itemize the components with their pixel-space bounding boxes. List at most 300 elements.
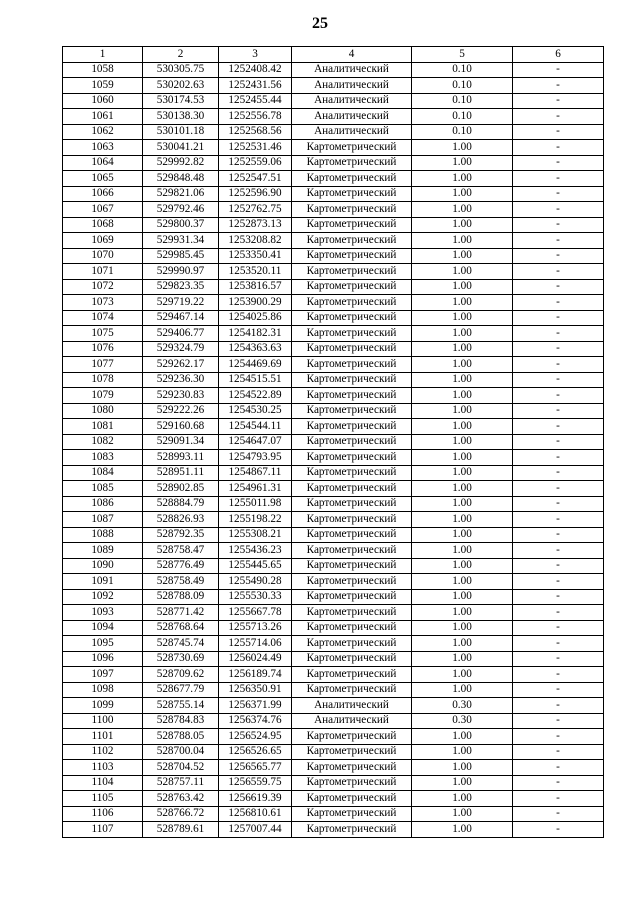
x-coordinate-cell: 529406.77 [143,326,219,342]
table-row [63,791,604,807]
y-coordinate-cell: 1256565.77 [219,760,292,776]
note-cell: - [513,620,604,636]
table-row [63,543,604,559]
y-coordinate-cell: 1255530.33 [219,589,292,605]
table-row [63,62,604,78]
x-coordinate-cell: 528700.04 [143,744,219,760]
x-coordinate-cell: 529823.35 [143,279,219,295]
table-row [63,605,604,621]
note-cell: - [513,372,604,388]
y-coordinate-cell: 1256350.91 [219,682,292,698]
y-coordinate-cell: 1256619.39 [219,791,292,807]
table-row [63,667,604,683]
method-cell: Картометрический [292,264,412,280]
point-number-cell: 1076 [63,341,143,357]
y-coordinate-cell: 1252762.75 [219,202,292,218]
accuracy-cell: 0.30 [412,713,513,729]
note-cell: - [513,558,604,574]
point-number-cell: 1083 [63,450,143,466]
table-row [63,636,604,652]
method-cell: Картометрический [292,651,412,667]
note-cell: - [513,527,604,543]
point-number-cell: 1069 [63,233,143,249]
note-cell: - [513,481,604,497]
method-cell: Картометрический [292,822,412,838]
method-cell: Картометрический [292,357,412,373]
column-header: 4 [292,47,412,63]
note-cell: - [513,465,604,481]
method-cell: Картометрический [292,729,412,745]
note-cell: - [513,171,604,187]
note-cell: - [513,574,604,590]
y-coordinate-cell: 1252568.56 [219,124,292,140]
point-number-cell: 1067 [63,202,143,218]
x-coordinate-cell: 528784.83 [143,713,219,729]
table-row [63,279,604,295]
x-coordinate-cell: 528758.49 [143,574,219,590]
table-row [63,341,604,357]
method-cell: Аналитический [292,698,412,714]
table-row [63,822,604,838]
method-cell: Картометрический [292,589,412,605]
x-coordinate-cell: 530041.21 [143,140,219,156]
y-coordinate-cell: 1255308.21 [219,527,292,543]
table-row [63,93,604,109]
point-number-cell: 1093 [63,605,143,621]
y-coordinate-cell: 1257007.44 [219,822,292,838]
point-number-cell: 1107 [63,822,143,838]
y-coordinate-cell: 1254867.11 [219,465,292,481]
point-number-cell: 1060 [63,93,143,109]
y-coordinate-cell: 1254515.51 [219,372,292,388]
note-cell: - [513,667,604,683]
y-coordinate-cell: 1252556.78 [219,109,292,125]
note-cell: - [513,605,604,621]
point-number-cell: 1091 [63,574,143,590]
table-row [63,434,604,450]
accuracy-cell: 1.00 [412,682,513,698]
x-coordinate-cell: 528884.79 [143,496,219,512]
table-row [63,512,604,528]
x-coordinate-cell: 530174.53 [143,93,219,109]
point-number-cell: 1068 [63,217,143,233]
point-number-cell: 1071 [63,264,143,280]
table-row [63,527,604,543]
point-number-cell: 1084 [63,465,143,481]
page-number: 25 [312,15,328,32]
y-coordinate-cell: 1254544.11 [219,419,292,435]
method-cell: Картометрический [292,512,412,528]
note-cell: - [513,775,604,791]
table-row [63,558,604,574]
y-coordinate-cell: 1255714.06 [219,636,292,652]
note-cell: - [513,233,604,249]
accuracy-cell: 1.00 [412,589,513,605]
table-row [63,713,604,729]
accuracy-cell: 1.00 [412,729,513,745]
note-cell: - [513,140,604,156]
y-coordinate-cell: 1255490.28 [219,574,292,590]
y-coordinate-cell: 1256524.95 [219,729,292,745]
note-cell: - [513,217,604,233]
x-coordinate-cell: 529324.79 [143,341,219,357]
y-coordinate-cell: 1256189.74 [219,667,292,683]
point-number-cell: 1103 [63,760,143,776]
method-cell: Картометрический [292,744,412,760]
accuracy-cell: 1.00 [412,512,513,528]
table-row [63,760,604,776]
note-cell: - [513,636,604,652]
accuracy-cell: 1.00 [412,744,513,760]
point-number-cell: 1059 [63,78,143,94]
y-coordinate-cell: 1255445.65 [219,558,292,574]
accuracy-cell: 1.00 [412,636,513,652]
method-cell: Картометрический [292,202,412,218]
column-header: 2 [143,47,219,63]
point-number-cell: 1081 [63,419,143,435]
method-cell: Картометрический [292,326,412,342]
x-coordinate-cell: 529848.48 [143,171,219,187]
y-coordinate-cell: 1253208.82 [219,233,292,249]
x-coordinate-cell: 529091.34 [143,434,219,450]
accuracy-cell: 1.00 [412,264,513,280]
table-row [63,171,604,187]
x-coordinate-cell: 530202.63 [143,78,219,94]
y-coordinate-cell: 1252596.90 [219,186,292,202]
point-number-cell: 1077 [63,357,143,373]
note-cell: - [513,698,604,714]
point-number-cell: 1064 [63,155,143,171]
accuracy-cell: 0.10 [412,109,513,125]
x-coordinate-cell: 528709.62 [143,667,219,683]
table-row [63,109,604,125]
table-row [63,186,604,202]
note-cell: - [513,822,604,838]
column-header: 5 [412,47,513,63]
table-row [63,574,604,590]
x-coordinate-cell: 528766.72 [143,806,219,822]
method-cell: Картометрический [292,775,412,791]
point-number-cell: 1090 [63,558,143,574]
note-cell: - [513,806,604,822]
table-row [63,310,604,326]
table-row [63,729,604,745]
point-number-cell: 1075 [63,326,143,342]
y-coordinate-cell: 1252873.13 [219,217,292,233]
x-coordinate-cell: 528771.42 [143,605,219,621]
note-cell: - [513,419,604,435]
table-row [63,202,604,218]
table-row [63,403,604,419]
accuracy-cell: 1.00 [412,434,513,450]
accuracy-cell: 1.00 [412,419,513,435]
point-number-cell: 1102 [63,744,143,760]
method-cell: Аналитический [292,78,412,94]
method-cell: Картометрический [292,248,412,264]
method-cell: Картометрический [292,388,412,404]
coordinates-table [62,46,604,838]
table-header-row [63,47,604,63]
x-coordinate-cell: 530101.18 [143,124,219,140]
x-coordinate-cell: 529800.37 [143,217,219,233]
x-coordinate-cell: 528757.11 [143,775,219,791]
y-coordinate-cell: 1254469.69 [219,357,292,373]
y-coordinate-cell: 1253520.11 [219,264,292,280]
point-number-cell: 1062 [63,124,143,140]
method-cell: Картометрический [292,667,412,683]
accuracy-cell: 1.00 [412,760,513,776]
accuracy-cell: 1.00 [412,403,513,419]
accuracy-cell: 1.00 [412,496,513,512]
point-number-cell: 1105 [63,791,143,807]
point-number-cell: 1078 [63,372,143,388]
method-cell: Картометрический [292,140,412,156]
note-cell: - [513,109,604,125]
x-coordinate-cell: 528826.93 [143,512,219,528]
note-cell: - [513,744,604,760]
accuracy-cell: 1.00 [412,388,513,404]
method-cell: Картометрический [292,682,412,698]
method-cell: Картометрический [292,481,412,497]
y-coordinate-cell: 1256559.75 [219,775,292,791]
x-coordinate-cell: 528993.11 [143,450,219,466]
accuracy-cell: 1.00 [412,558,513,574]
x-coordinate-cell: 529719.22 [143,295,219,311]
point-number-cell: 1095 [63,636,143,652]
table-row [63,806,604,822]
note-cell: - [513,589,604,605]
table-row [63,481,604,497]
method-cell: Картометрический [292,558,412,574]
x-coordinate-cell: 529792.46 [143,202,219,218]
method-cell: Картометрический [292,760,412,776]
note-cell: - [513,326,604,342]
method-cell: Картометрический [292,806,412,822]
y-coordinate-cell: 1252431.56 [219,78,292,94]
point-number-cell: 1098 [63,682,143,698]
y-coordinate-cell: 1256810.61 [219,806,292,822]
accuracy-cell: 0.10 [412,78,513,94]
table-row [63,496,604,512]
table-row [63,775,604,791]
point-number-cell: 1106 [63,806,143,822]
x-coordinate-cell: 528758.47 [143,543,219,559]
method-cell: Картометрический [292,791,412,807]
accuracy-cell: 1.00 [412,450,513,466]
table-row [63,682,604,698]
y-coordinate-cell: 1255198.22 [219,512,292,528]
note-cell: - [513,512,604,528]
note-cell: - [513,543,604,559]
point-number-cell: 1061 [63,109,143,125]
point-number-cell: 1063 [63,140,143,156]
accuracy-cell: 1.00 [412,822,513,838]
accuracy-cell: 1.00 [412,605,513,621]
note-cell: - [513,791,604,807]
x-coordinate-cell: 528768.64 [143,620,219,636]
y-coordinate-cell: 1254530.25 [219,403,292,419]
note-cell: - [513,202,604,218]
note-cell: - [513,651,604,667]
y-coordinate-cell: 1252531.46 [219,140,292,156]
column-header: 3 [219,47,292,63]
accuracy-cell: 0.10 [412,124,513,140]
point-number-cell: 1087 [63,512,143,528]
table-row [63,388,604,404]
y-coordinate-cell: 1255667.78 [219,605,292,621]
y-coordinate-cell: 1252547.51 [219,171,292,187]
accuracy-cell: 1.00 [412,357,513,373]
x-coordinate-cell: 529160.68 [143,419,219,435]
point-number-cell: 1094 [63,620,143,636]
method-cell: Картометрический [292,295,412,311]
point-number-cell: 1097 [63,667,143,683]
column-header: 6 [513,47,604,63]
accuracy-cell: 1.00 [412,279,513,295]
table-row [63,744,604,760]
method-cell: Картометрический [292,496,412,512]
accuracy-cell: 1.00 [412,326,513,342]
table-row [63,140,604,156]
method-cell: Картометрический [292,171,412,187]
method-cell: Картометрический [292,434,412,450]
y-coordinate-cell: 1254182.31 [219,326,292,342]
method-cell: Картометрический [292,620,412,636]
point-number-cell: 1089 [63,543,143,559]
note-cell: - [513,264,604,280]
y-coordinate-cell: 1253350.41 [219,248,292,264]
method-cell: Картометрический [292,636,412,652]
method-cell: Картометрический [292,605,412,621]
point-number-cell: 1065 [63,171,143,187]
accuracy-cell: 1.00 [412,806,513,822]
accuracy-cell: 1.00 [412,791,513,807]
y-coordinate-cell: 1255436.23 [219,543,292,559]
method-cell: Аналитический [292,713,412,729]
table-row [63,217,604,233]
point-number-cell: 1101 [63,729,143,745]
x-coordinate-cell: 530305.75 [143,62,219,78]
point-number-cell: 1080 [63,403,143,419]
method-cell: Картометрический [292,419,412,435]
point-number-cell: 1085 [63,481,143,497]
accuracy-cell: 0.30 [412,698,513,714]
table-row [63,419,604,435]
y-coordinate-cell: 1255713.26 [219,620,292,636]
method-cell: Картометрический [292,233,412,249]
point-number-cell: 1070 [63,248,143,264]
accuracy-cell: 1.00 [412,341,513,357]
table-row [63,295,604,311]
method-cell: Аналитический [292,124,412,140]
accuracy-cell: 1.00 [412,465,513,481]
y-coordinate-cell: 1252559.06 [219,155,292,171]
x-coordinate-cell: 528677.79 [143,682,219,698]
x-coordinate-cell: 529992.82 [143,155,219,171]
accuracy-cell: 1.00 [412,667,513,683]
x-coordinate-cell: 528755.14 [143,698,219,714]
note-cell: - [513,450,604,466]
x-coordinate-cell: 530138.30 [143,109,219,125]
point-number-cell: 1099 [63,698,143,714]
table-row [63,698,604,714]
method-cell: Аналитический [292,109,412,125]
method-cell: Картометрический [292,403,412,419]
point-number-cell: 1058 [63,62,143,78]
y-coordinate-cell: 1254961.31 [219,481,292,497]
accuracy-cell: 0.10 [412,62,513,78]
y-coordinate-cell: 1256526.65 [219,744,292,760]
note-cell: - [513,279,604,295]
accuracy-cell: 1.00 [412,310,513,326]
table-row [63,620,604,636]
table-row [63,357,604,373]
x-coordinate-cell: 528788.05 [143,729,219,745]
table-row [63,248,604,264]
accuracy-cell: 1.00 [412,217,513,233]
x-coordinate-cell: 528792.35 [143,527,219,543]
note-cell: - [513,78,604,94]
y-coordinate-cell: 1252408.42 [219,62,292,78]
table-row [63,465,604,481]
note-cell: - [513,760,604,776]
accuracy-cell: 1.00 [412,775,513,791]
method-cell: Картометрический [292,527,412,543]
x-coordinate-cell: 529931.34 [143,233,219,249]
accuracy-cell: 1.00 [412,651,513,667]
table-row [63,264,604,280]
y-coordinate-cell: 1254522.89 [219,388,292,404]
x-coordinate-cell: 529262.17 [143,357,219,373]
note-cell: - [513,295,604,311]
method-cell: Аналитический [292,62,412,78]
note-cell: - [513,124,604,140]
method-cell: Аналитический [292,93,412,109]
table-row [63,124,604,140]
accuracy-cell: 1.00 [412,543,513,559]
x-coordinate-cell: 529230.83 [143,388,219,404]
note-cell: - [513,403,604,419]
table-body [63,62,604,837]
x-coordinate-cell: 528776.49 [143,558,219,574]
table-row [63,326,604,342]
accuracy-cell: 1.00 [412,233,513,249]
accuracy-cell: 1.00 [412,248,513,264]
point-number-cell: 1096 [63,651,143,667]
table-row [63,372,604,388]
x-coordinate-cell: 529236.30 [143,372,219,388]
accuracy-cell: 1.00 [412,372,513,388]
note-cell: - [513,388,604,404]
table-row [63,155,604,171]
x-coordinate-cell: 528789.61 [143,822,219,838]
accuracy-cell: 1.00 [412,295,513,311]
table-row [63,233,604,249]
point-number-cell: 1100 [63,713,143,729]
note-cell: - [513,248,604,264]
point-number-cell: 1086 [63,496,143,512]
y-coordinate-cell: 1254025.86 [219,310,292,326]
x-coordinate-cell: 529821.06 [143,186,219,202]
accuracy-cell: 1.00 [412,186,513,202]
method-cell: Картометрический [292,543,412,559]
point-number-cell: 1088 [63,527,143,543]
note-cell: - [513,341,604,357]
y-coordinate-cell: 1255011.98 [219,496,292,512]
table-row [63,651,604,667]
point-number-cell: 1074 [63,310,143,326]
y-coordinate-cell: 1256024.49 [219,651,292,667]
